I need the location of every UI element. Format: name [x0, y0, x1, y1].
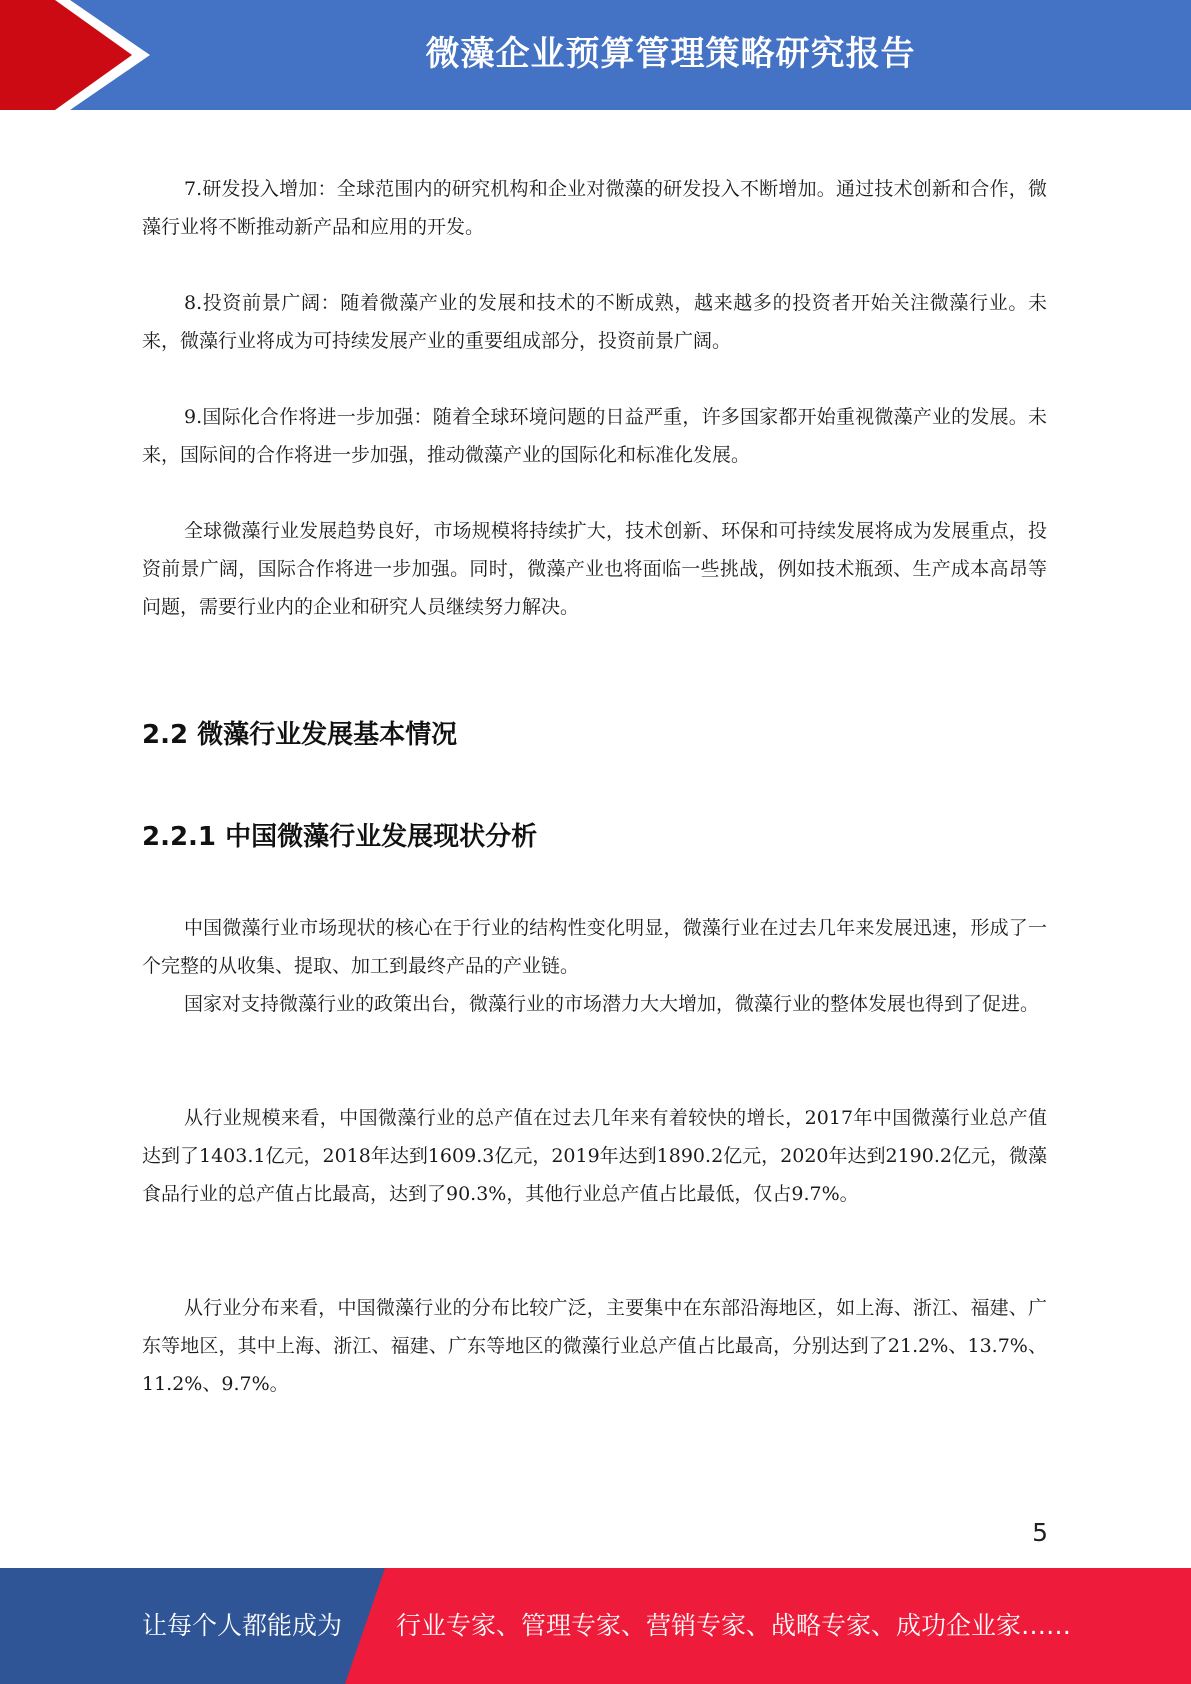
footer-slogan-right: 行业专家、管理专家、营销专家、战略专家、成功企业家……: [396, 1611, 1072, 1640]
section-heading: 2.2 微藻行业发展基本情况: [142, 720, 458, 750]
paragraph-rd-investment: 7.研发投入增加：全球范围内的研究机构和企业对微藻的研发投入不断增加。通过技术创新和合作，微藻行业将不断推动新产品和应用的开发。: [142, 178, 1047, 238]
paragraph-china-market-status: 中国微藻行业市场现状的核心在于行业的结构性变化明显，微藻行业在过去几年来发展迅速，形成了一个完整的从收集、提取、加工到最终产品的产业链。: [142, 917, 1047, 977]
document-title: 微藻企业预算管理策略研究报告: [425, 34, 916, 74]
page-header: [0, 0, 1191, 110]
paragraph-industry-scale: 从行业规模来看，中国微藻行业的总产值在过去几年来有着较快的增长，2017年中国微藻行业总产值达到了1403.1亿元，2018年达到1609.3亿元，2019年达到1890.2亿元，2020年达到2190.2亿元，微藻食品行业的总产值占比最高，达到了90.3%，其他行业总产值占比最低，仅占9.7%。: [142, 1107, 1047, 1205]
paragraph-global-summary: 全球微藻行业发展趋势良好，市场规模将持续扩大，技术创新、环保和可持续发展将成为发展重点，投资前景广阔，国际合作将进一步加强。同时，微藻产业也将面临一些挑战，例如技术瓶颈、生产成本高昂等问题，需要行业内的企业和研究人员继续努力解决。: [142, 520, 1047, 618]
page-number: 5: [1032, 1518, 1048, 1547]
paragraph-industry-distribution: 从行业分布来看，中国微藻行业的分布比较广泛，主要集中在东部沿海地区，如上海、浙江、福建、广东等地区，其中上海、浙江、福建、广东等地区的微藻行业总产值占比最高，分别达到了21.2%、13.7%、11.2%、9.7%。: [142, 1297, 1047, 1395]
paragraph-international-cooperation: 9.国际化合作将进一步加强：随着全球环境问题的日益严重，许多国家都开始重视微藻产业的发展。未来，国际间的合作将进一步加强，推动微藻产业的国际化和标准化发展。: [142, 406, 1047, 466]
subsection-heading: 2.2.1 中国微藻行业发展现状分析: [142, 822, 538, 852]
paragraph-policy-support: 国家对支持微藻行业的政策出台，微藻行业的市场潜力大大增加，微藻行业的整体发展也得到了促进。: [184, 993, 1040, 1015]
page-footer: [0, 1568, 1191, 1684]
paragraph-investment-outlook: 8.投资前景广阔：随着微藻产业的发展和技术的不断成熟，越来越多的投资者开始关注微藻行业。未来，微藻行业将成为可持续发展产业的重要组成部分，投资前景广阔。: [142, 292, 1047, 352]
footer-slogan-left: 让每个人都能成为: [142, 1611, 343, 1640]
